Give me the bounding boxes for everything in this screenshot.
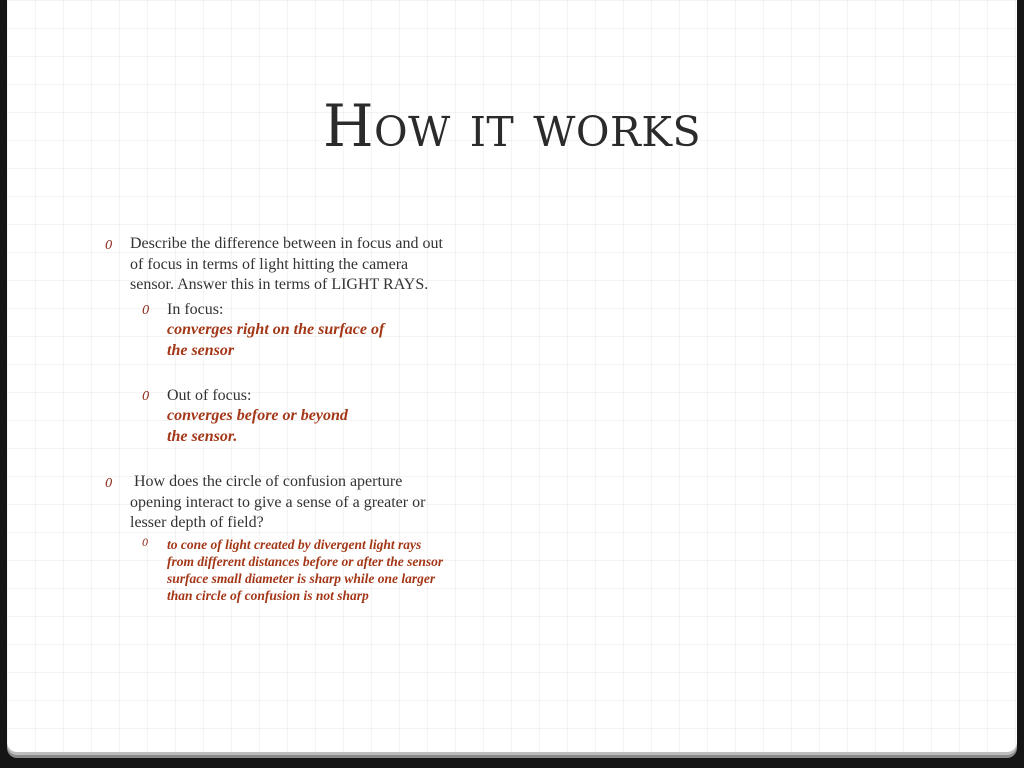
dof-answer-line-1: to cone of light created by divergent light rays <box>167 537 422 552</box>
in-focus-answer-line-1: converges right on the surface of <box>167 321 385 338</box>
dof-answer-line-3: surface small diameter is sharp while one larger <box>167 571 436 586</box>
slide-title: How it works <box>322 92 702 160</box>
dof-answer-line-2: from different distances before or after the sensor <box>167 554 444 569</box>
question-2 <box>130 472 510 534</box>
out-of-focus-label: Out of focus: <box>167 387 252 404</box>
in-focus-answer-line-2: the sensor <box>167 341 235 359</box>
question-1-line-1: Describe the difference between in focus and out <box>130 235 443 252</box>
bullet-marker: 0 <box>142 389 150 403</box>
question-2-line-2: opening interact to give a sense of a greater or <box>130 493 426 511</box>
question-2-line-1: How does the circle of confusion aperture <box>134 473 403 490</box>
out-of-focus-answer <box>167 406 467 447</box>
in-focus-answer <box>167 320 467 361</box>
bullet-marker: 0 <box>105 476 113 490</box>
question-2-line-3: lesser depth of field? <box>130 514 264 531</box>
depth-of-field-answer <box>167 536 507 604</box>
out-of-focus-answer-line-1: converges before or beyond <box>167 407 348 424</box>
out-of-focus-answer-line-2: the sensor. <box>167 427 238 445</box>
in-focus-label: In focus: <box>167 301 224 318</box>
question-1-line-2: of focus in terms of light hitting the camera <box>130 255 409 273</box>
bullet-marker: 0 <box>105 238 113 252</box>
question-1 <box>130 234 510 296</box>
dof-answer-line-4: than circle of confusion is not sharp <box>167 588 369 603</box>
bullet-marker: 0 <box>142 303 150 317</box>
slide <box>7 0 1017 752</box>
bullet-marker: 0 <box>142 538 149 549</box>
question-1-line-3: sensor. Answer this in terms of LIGHT RAYS. <box>130 276 429 293</box>
